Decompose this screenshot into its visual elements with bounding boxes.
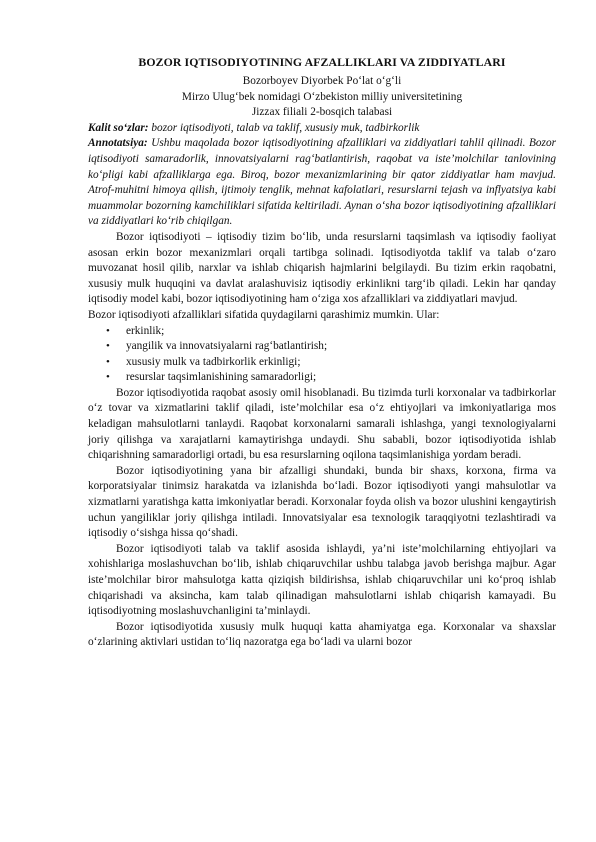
list-item-text: yangilik va innovatsiyalarni rag‘batlantirish;: [126, 340, 328, 353]
list-item: [106, 339, 556, 355]
body-paragraph: Bozor iqtisodiyotida xususiy mulk huquqi katta ahamiyatga ega. Korxonalar va shaxslar o‘zlarining aktivlari ustidan to‘liq nazoratga ega bo‘ladi va ularni bozor: [88, 620, 556, 649]
body-paragraph: Bozor iqtisodiyotining yana bir afzalligi shundaki, bunda bir shaxs, korxona, firma va korporatsiyalar tinimsiz harakatda va izlanishda bo‘ladi. Bozor iqtisodiyoti yangi mahsulotlar va xizmatlarni yaratishga katta imkoniyatlar beradi. Korxonalar foyda olish va bozor ulushini kengaytirish uchun yangiliklar joriy qilishga intiladi. Innovatsiyalar esa texnologik taraqqiyotni tezlashtiradi va iqtisodiy o‘sishga hissa qo‘shadi.: [88, 464, 556, 540]
body-paragraph: Bozor iqtisodiyoti talab va taklif asosida ishlaydi, ya’ni iste’molchilarning ehtiyojlari va xohishlariga moslashuvchan bo‘lib, ishlab chiqaruvchilar ushbu talabga javob berishga majbur. Agar iste’molchilar biror mahsulotga katta qiziqish bildirishsa, ishlab chiqaruvchilar uni ko‘proq ishlab chiqarishadi va aksincha, kam talab qilinadigan mahsulotlarni ishlab chiqarish kamayadi. Bu iqtisodiyotning moslashuvchanligini ta’minlaydi.: [88, 542, 556, 618]
keywords-label: Kalit so‘zlar:: [88, 121, 149, 134]
bullet-icon: •: [106, 324, 110, 337]
list-item-text: resurslar taqsimlanishining samaradorligi;: [126, 371, 317, 384]
intro-paragraph: Bozor iqtisodiyoti – iqtisodiy tizim bo‘lib, unda resurslarni taqsimlash va iqtisodiy faoliyat asosan erkin bozor mexanizmlari orqali tartibga solinadi. Iqtisodiyotda taklif va talab o‘zaro muvozanat hosil qilib, narxlar va ishlab chiqarish hajmlarini belgilaydi. Bu tizim erkin raqobatni, xususiy mulk huquqini va davlat aralashuvisiz iqtisodiy erkinlikni targ‘ib qiladi. Lekin har qanday iqtisodiy model kabi, bozor iqtisodiyotining ham o‘ziga xos afzalliklari va ziddiyatlari mavjud.: [88, 230, 556, 306]
bullet-icon: •: [106, 371, 110, 384]
paper-title: BOZOR IQTISODIYOTINING AFZALLIKLARI VA ZIDDIYATLARI: [138, 55, 506, 69]
list-item: [106, 355, 556, 371]
bullet-icon: •: [106, 340, 110, 353]
annotation-label: Annotatsiya:: [88, 137, 148, 150]
body-paragraph: Bozor iqtisodiyotida raqobat asosiy omil hisoblanadi. Bu tizimda turli korxonalar va tadbirkorlar o‘z tovar va xizmatlarini taklif qiladi, iste’molchilar esa o‘z ehtiyojlari va imkoniyatlariga mos keladigan mahsulotlarni tanlaydi. Raqobat korxonalarni samarali ishlashga, yangi texnologiyalarni joriy qilishga va xarajatlarni kamaytirishga undaydi. Shu sababli, bozor iqtisodiyotida ishlab chiqarishning samaradorligi ortadi, bu esa resurslarning oqilona taqsimlanishiga yordam beradi.: [88, 386, 556, 462]
list-item: [106, 324, 556, 340]
bullet-icon: •: [106, 355, 110, 368]
annotation: [88, 136, 556, 230]
list-item: [106, 370, 556, 386]
author-name: Bozorboyev Diyorbek Po‘lat o‘g‘li: [242, 75, 402, 87]
list-item-text: erkinlik;: [126, 324, 165, 337]
list-intro: Bozor iqtisodiyoti afzalliklari sifatida quydagilarni qarashimiz mumkin. Ular:: [88, 308, 440, 321]
affiliation-line-1: Mirzo Ulug‘bek nomidagi O‘zbekiston milliy universitetining: [181, 90, 463, 103]
annotation-text: Ushbu maqolada bozor iqtisodiyotining afzalliklari va ziddiyatlari tahlil qilinadi. Bozor iqtisodiyoti samaradorlik, innovatsiyalarni rag‘batlantirish, raqobat va iste’molchilar tanlovining ko‘pligi kabi afzalliklarga ega. Biroq, bozor mexanizmlarining bir qator ziddiyatlar ham mavjud. Atrof-muhitni himoya qilish, ijtimoiy tenglik, mehnat kafolatlari, resurslarni tejash va inflyatsiya kabi muammolar bozorning kamchiliklari sifatida keltiriladi. Aynan o‘sha bozor iqtisodiyotining afzalliklari va ziddiyatlari ko‘rib chiqilgan.: [88, 137, 556, 228]
affiliation-line-2: Jizzax filiali 2-bosqich talabasi: [251, 106, 393, 119]
keywords-text: bozor iqtisodiyoti, talab va taklif, xususiy muk, tadbirkorlik: [148, 121, 420, 134]
advantages-list: [88, 324, 556, 386]
keywords: [88, 121, 556, 137]
list-item-text: xususiy mulk va tadbirkorlik erkinligi;: [126, 355, 301, 368]
